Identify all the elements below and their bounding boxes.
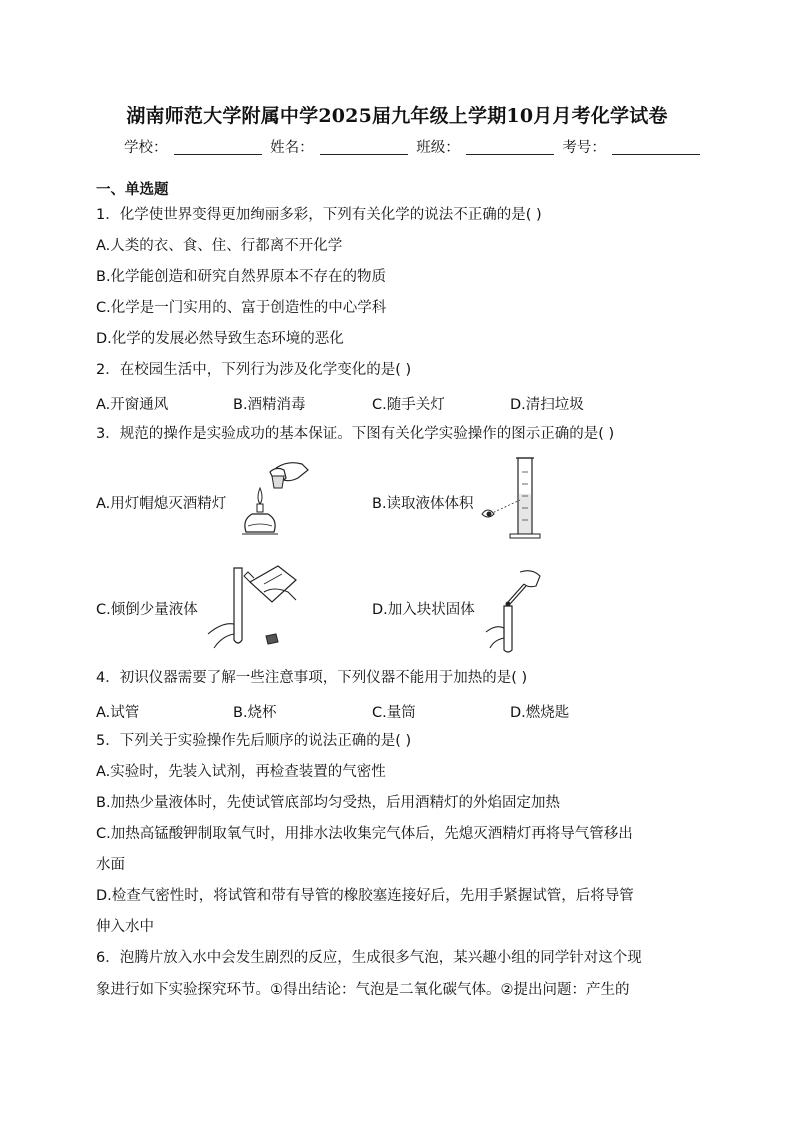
q2-option-c: C.随手关灯 — [372, 397, 445, 413]
q3-option-c: C.倾倒少量液体 — [96, 602, 198, 618]
name-label: 姓名： — [270, 140, 314, 156]
q5-option-b: B.加热少量液体时，先使试管底部均匀受热，后用酒精灯的外焰固定加热 — [96, 795, 561, 811]
q3-option-a: A.用灯帽熄灭酒精灯 — [96, 496, 227, 512]
question-5-stem: 5．下列关于实验操作先后顺序的说法正确的是( ) — [96, 733, 412, 749]
school-label: 学校： — [124, 140, 168, 156]
alcohol-lamp-cap-figure — [236, 458, 310, 540]
exam-number-blank — [612, 140, 700, 155]
q5-option-d-line1: D.检查气密性时，将试管和带有导管的橡胶塞连接好后，先用手紧握试管，后将导管 — [96, 888, 634, 904]
question-4-stem: 4．初识仪器需要了解一些注意事项，下列仪器不能用于加热的是( ) — [96, 670, 528, 686]
q1-option-b: B.化学能创造和研究自然界原本不存在的物质 — [96, 269, 387, 285]
q1-option-a: A.人类的衣、食、住、行都离不开化学 — [96, 238, 343, 254]
q2-option-d: D.清扫垃圾 — [510, 397, 584, 413]
q5-option-d-line2: 伸入水中 — [96, 919, 154, 935]
class-label: 班级： — [416, 140, 460, 156]
question-3-stem: 3．规范的操作是实验成功的基本保证。下图有关化学实验操作的图示正确的是( ) — [96, 426, 615, 442]
question-2-stem: 2．在校园生活中，下列行为涉及化学变化的是( ) — [96, 362, 412, 378]
class-blank — [466, 140, 554, 155]
q3-option-b: B.读取液体体积 — [372, 496, 474, 512]
question-1-stem: 1．化学使世界变得更加绚丽多彩，下列有关化学的说法不正确的是( ) — [96, 207, 542, 223]
pouring-liquid-figure — [204, 562, 300, 654]
q1-option-c: C.化学是一门实用的、富于创造性的中心学科 — [96, 300, 387, 316]
adding-solid-figure — [478, 566, 548, 654]
q5-option-a: A.实验时，先装入试剂，再检查装置的气密性 — [96, 764, 386, 780]
question-6-stem-line2: 象进行如下实验探究环节。①得出结论：气泡是二氧化碳气体。②提出问题：产生的 — [96, 982, 630, 998]
student-info-line — [124, 136, 704, 157]
exam-title: 湖南师范大学附属中学2025届九年级上学期10月月考化学试卷 — [126, 105, 668, 127]
school-blank — [174, 140, 262, 155]
q1-option-d: D.化学的发展必然导致生态环境的恶化 — [96, 331, 344, 347]
section-heading: 一、单选题 — [96, 182, 169, 198]
q3-option-d: D.加入块状固体 — [372, 602, 475, 618]
exam-number-label: 考号： — [562, 140, 606, 156]
q4-option-b: B.烧杯 — [233, 705, 277, 721]
name-blank — [320, 140, 408, 155]
q5-option-c-line2: 水面 — [96, 857, 125, 873]
measuring-cylinder-figure — [478, 452, 542, 542]
q4-option-d: D.燃烧匙 — [510, 705, 570, 721]
q2-option-b: B.酒精消毒 — [233, 397, 306, 413]
q5-option-c-line1: C.加热高锰酸钾制取氧气时，用排水法收集完气体后，先熄灭酒精灯再将导气管移出 — [96, 826, 633, 842]
q2-option-a: A.开窗通风 — [96, 397, 169, 413]
q4-option-c: C.量筒 — [372, 705, 416, 721]
question-6-stem-line1: 6．泡腾片放入水中会发生剧烈的反应，生成很多气泡，某兴趣小组的同学针对这个现 — [96, 950, 642, 966]
q4-option-a: A.试管 — [96, 705, 140, 721]
